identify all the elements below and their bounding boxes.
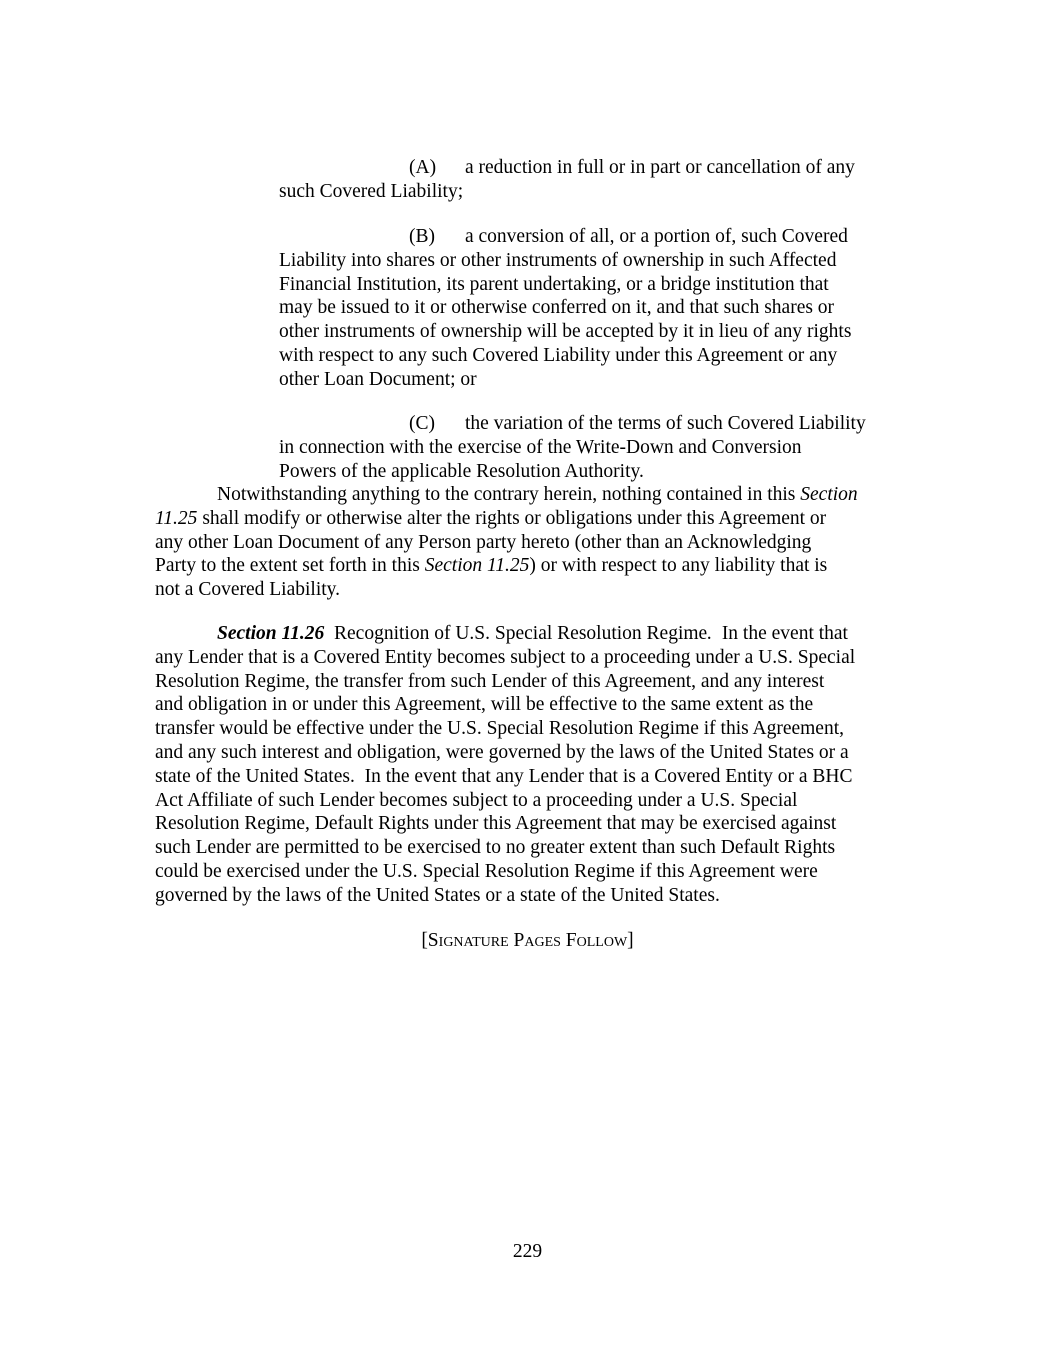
clause-b-line-1: (B) a conversion of all, or a portion of, such Covered bbox=[409, 226, 848, 247]
clause-b-line-7: other Loan Document; or bbox=[279, 368, 477, 390]
section-11-26-line-5: transfer would be effective under the U.S. Special Resolution Regime if this Agreement, bbox=[155, 718, 845, 740]
section-11-26-line-1: Section 11.26 Recognition of U.S. Special Resolution Regime. In the event that bbox=[217, 623, 848, 644]
notwithstanding-line-1: Notwithstanding anything to the contrary herein, nothing contained in this Section bbox=[217, 484, 858, 505]
clause-a bbox=[279, 156, 909, 204]
clause-b-line-3: Financial Institution, its parent undertaking, or a bridge institution that bbox=[279, 273, 829, 295]
section-11-26-line-4: and obligation in or under this Agreement, will be effective to the same extent as the bbox=[155, 694, 814, 716]
notwithstanding-paragraph bbox=[155, 483, 915, 602]
section-11-26-line-2: any Lender that is a Covered Entity becomes subject to a proceeding under a U.S. Special bbox=[155, 646, 856, 668]
section-11-26-line-11: could be exercised under the U.S. Special Resolution Regime if this Agreement were bbox=[155, 860, 818, 882]
clause-a-marker: (A) bbox=[409, 157, 437, 178]
section-heading: Recognition of U.S. Special Resolution Regime bbox=[334, 623, 708, 644]
notwithstanding-line-4: Party to the extent set forth in this Section 11.25) or with respect to any liability that is bbox=[155, 555, 828, 577]
section-11-26-line-9: Resolution Regime, Default Rights under this Agreement that may be exercised against bbox=[155, 813, 837, 835]
clause-c bbox=[279, 412, 909, 483]
clause-c-line-3: Powers of the applicable Resolution Authority. bbox=[279, 460, 644, 482]
section-reference: Section bbox=[800, 484, 858, 505]
clause-a-line-1: (A) a reduction in full or in part or cancellation of any bbox=[409, 157, 855, 178]
notwithstanding-line-2: 11.25 shall modify or otherwise alter the rights or obligations under this Agreement or bbox=[155, 507, 827, 529]
notwithstanding-line-3: any other Loan Document of any Person party hereto (other than an Acknowledging bbox=[155, 531, 812, 553]
clause-c-line-2: in connection with the exercise of the Write-Down and Conversion bbox=[279, 436, 802, 458]
clause-c-line-1: (C) the variation of the terms of such Covered Liability bbox=[409, 413, 866, 434]
clause-b-line-6: with respect to any such Covered Liability under this Agreement or any bbox=[279, 344, 838, 366]
clause-b-line-5: other instruments of ownership will be accepted by it in lieu of any rights bbox=[279, 321, 852, 343]
notwithstanding-line-5: not a Covered Liability. bbox=[155, 579, 341, 601]
signature-pages-note: [Signature Pages Follow] bbox=[421, 930, 634, 951]
section-reference: 11.25 bbox=[155, 507, 198, 529]
section-11-26-line-3: Resolution Regime, the transfer from such Lender of this Agreement, and any interest bbox=[155, 670, 825, 692]
clause-a-line-2: such Covered Liability; bbox=[279, 180, 464, 202]
clause-c-marker: (C) bbox=[409, 413, 435, 434]
clause-b bbox=[279, 225, 909, 392]
section-11-26-line-6: and any such interest and obligation, were governed by the laws of the United States or a bbox=[155, 741, 849, 763]
clause-b-marker: (B) bbox=[409, 226, 435, 247]
section-11-26-paragraph bbox=[155, 622, 915, 908]
section-11-26-line-8: Act Affiliate of such Lender becomes subject to a proceeding under a U.S. Special bbox=[155, 789, 798, 811]
clause-b-line-4: may be issued to it or otherwise conferred on it, and that such shares or bbox=[279, 297, 835, 319]
section-11-26-line-10: such Lender are permitted to be exercised to no greater extent than such Default Rights bbox=[155, 837, 836, 859]
page-number: 229 bbox=[512, 1241, 543, 1262]
section-number: Section 11.26 bbox=[217, 623, 325, 644]
section-11-26-line-7: state of the United States. In the event that any Lender that is a Covered Entity or a BHC bbox=[155, 765, 853, 787]
section-reference: Section 11.25 bbox=[424, 555, 530, 577]
section-11-26-line-12: governed by the laws of the United States or a state of the United States. bbox=[155, 884, 720, 906]
clause-b-line-2: Liability into shares or other instruments of ownership in such Affected bbox=[279, 249, 837, 271]
